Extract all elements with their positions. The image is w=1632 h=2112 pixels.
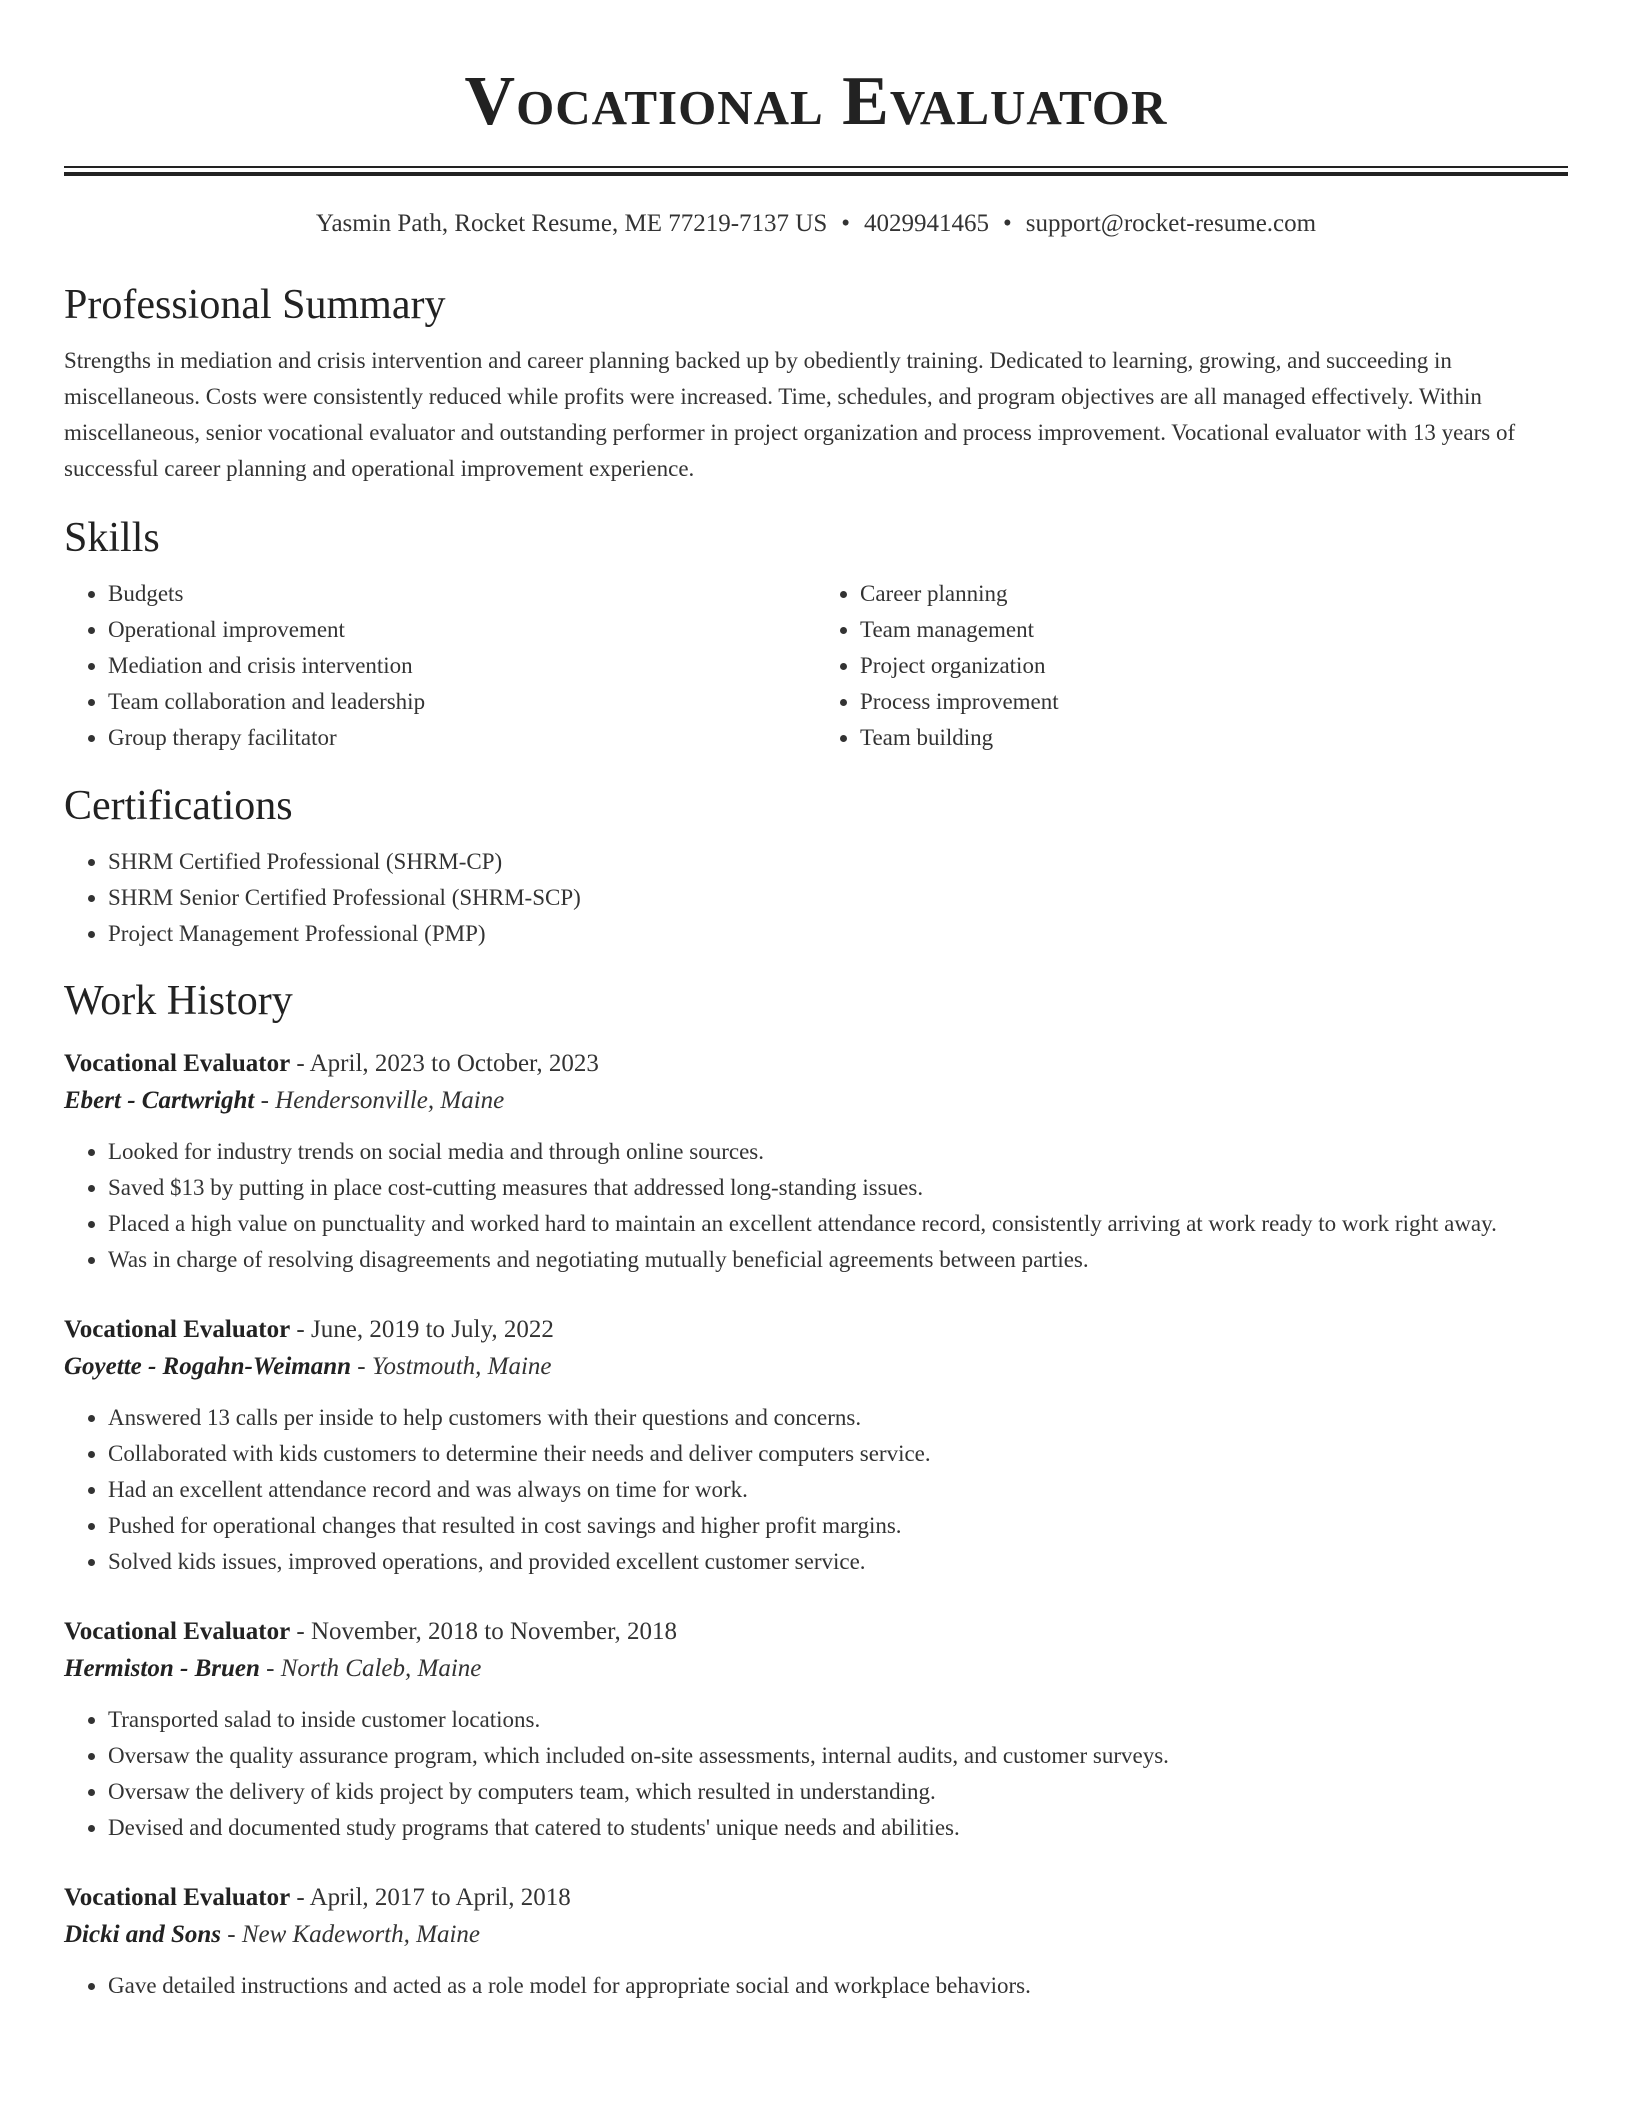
certification-item: • Project Management Professional (PMP) <box>108 916 1568 952</box>
skill-item: • Team collaboration and leadership <box>108 684 816 720</box>
job-company: Ebert - Cartwright <box>64 1087 255 1114</box>
job-dash: - <box>296 1618 305 1645</box>
job-bullet: • Answered 13 calls per inside to help customers with their questions and concerns. <box>108 1400 1568 1436</box>
job-entry <box>64 1880 1568 2004</box>
skill-item: • Process improvement <box>860 684 1568 720</box>
job-dates: June, 2019 to July, 2022 <box>311 1316 554 1343</box>
skill-item: • Budgets <box>108 576 816 612</box>
resume-name-title: Vocational Evaluator <box>464 63 1168 140</box>
certification-item: • SHRM Senior Certified Professional (SHRM-SCP) <box>108 880 1568 916</box>
job-title-line <box>64 1614 1568 1650</box>
job-dash: - <box>296 1050 305 1077</box>
job-dates: April, 2017 to April, 2018 <box>309 1884 571 1911</box>
job-title: Vocational Evaluator <box>64 1884 291 1911</box>
job-dash: - <box>296 1316 305 1343</box>
contact-separator: • <box>841 210 851 237</box>
skill-item: • Mediation and crisis intervention <box>108 648 816 684</box>
job-location: New Kadeworth, Maine <box>241 1921 480 1948</box>
skill-item: • Team building <box>860 720 1568 756</box>
skill-item: • Project organization <box>860 648 1568 684</box>
job-bullet: • Had an excellent attendance record and was always on time for work. <box>108 1472 1568 1508</box>
skills-list-left <box>64 576 816 756</box>
job-dates: November, 2018 to November, 2018 <box>311 1618 677 1645</box>
skills-list-right <box>816 576 1568 756</box>
job-location: Hendersonville, Maine <box>275 1087 505 1114</box>
work-history-heading: Work History <box>64 978 293 1024</box>
job-bullet: • Placed a high value on punctuality and worked hard to maintain an excellent attendance record, consistently arriving at work ready to work right away. <box>108 1206 1568 1242</box>
certifications-heading: Certifications <box>64 783 293 829</box>
job-bullets <box>64 1702 1568 1846</box>
skill-item: • Group therapy facilitator <box>108 720 816 756</box>
job-company-line <box>64 1082 1568 1120</box>
job-company: Dicki and Sons <box>64 1921 221 1948</box>
job-dash: - <box>296 1884 305 1911</box>
job-bullet: • Saved $13 by putting in place cost-cutting measures that addressed long-standing issues. <box>108 1170 1568 1206</box>
job-bullet: • Oversaw the delivery of kids project by computers team, which resulted in understanding. <box>108 1774 1568 1810</box>
job-bullets <box>64 1400 1568 1580</box>
contact-address: Yasmin Path, Rocket Resume, ME 77219-7137 US <box>315 210 828 237</box>
job-entry <box>64 1312 1568 1580</box>
skills-columns <box>64 576 1568 756</box>
certifications-list <box>64 844 1568 952</box>
contact-phone: 4029941465 <box>864 210 990 237</box>
summary-heading: Professional Summary <box>64 282 446 328</box>
job-company-line <box>64 1348 1568 1386</box>
job-bullets <box>64 1968 1568 2004</box>
job-bullet: • Gave detailed instructions and acted as a role model for appropriate social and workplace behaviors. <box>108 1968 1568 2004</box>
skill-item: • Team management <box>860 612 1568 648</box>
job-company: Hermiston - Bruen <box>64 1655 260 1682</box>
job-location: North Caleb, Maine <box>280 1655 482 1682</box>
job-dash: - <box>266 1655 275 1682</box>
job-bullet: • Solved kids issues, improved operations, and provided excellent customer service. <box>108 1544 1568 1580</box>
header-double-rule <box>64 166 1568 176</box>
contact-separator: • <box>1003 210 1012 237</box>
job-entry <box>64 1614 1568 1846</box>
job-title: Vocational Evaluator <box>64 1316 291 1343</box>
job-bullets <box>64 1134 1568 1278</box>
job-title-line <box>64 1880 1568 1916</box>
job-title-line <box>64 1312 1568 1348</box>
job-company-line <box>64 1916 1568 1954</box>
job-title-line <box>64 1046 1568 1082</box>
job-bullet: • Was in charge of resolving disagreements and negotiating mutually beneficial agreements between parties. <box>108 1242 1568 1278</box>
job-bullet: • Devised and documented study programs that catered to students' unique needs and abilities. <box>108 1810 1568 1846</box>
job-company: Goyette - Rogahn-Weimann <box>64 1353 352 1380</box>
job-dash: - <box>227 1921 236 1948</box>
skill-item: • Career planning <box>860 576 1568 612</box>
job-bullet: • Transported salad to inside customer locations. <box>108 1702 1568 1738</box>
skills-heading: Skills <box>64 515 160 561</box>
job-bullet: • Pushed for operational changes that resulted in cost savings and higher profit margins. <box>108 1508 1568 1544</box>
contact-line <box>64 207 1568 241</box>
job-entry <box>64 1046 1568 1278</box>
job-bullet: • Looked for industry trends on social media and through online sources. <box>108 1134 1568 1170</box>
certification-item: • SHRM Certified Professional (SHRM-CP) <box>108 844 1568 880</box>
skill-item: • Operational improvement <box>108 612 816 648</box>
job-bullet: • Oversaw the quality assurance program, which included on-site assessments, internal audits, and customer surveys. <box>108 1738 1568 1774</box>
job-title: Vocational Evaluator <box>64 1618 291 1645</box>
job-dash: - <box>357 1353 366 1380</box>
job-location: Yostmouth, Maine <box>371 1353 552 1380</box>
summary-text: Strengths in mediation and crisis intervention and career planning backed up by obediently training. Dedicated to learning, growing, and succeeding in miscellaneous. Costs were consistently reduced while profits were increased. Time, schedules, and program objectives are all managed effectively. Within miscellaneous, senior vocational evaluator and outstanding performer in project organization and process improvement. Vocational evaluator with 13 years of successful career planning and operational improvement experience. <box>64 348 1516 481</box>
job-dates: April, 2023 to October, 2023 <box>309 1050 599 1077</box>
job-company-line <box>64 1650 1568 1688</box>
job-title: Vocational Evaluator <box>64 1050 291 1077</box>
job-dash: - <box>260 1087 269 1114</box>
contact-email: support@rocket-resume.com <box>1025 210 1317 237</box>
job-bullet: • Collaborated with kids customers to determine their needs and deliver computers service. <box>108 1436 1568 1472</box>
